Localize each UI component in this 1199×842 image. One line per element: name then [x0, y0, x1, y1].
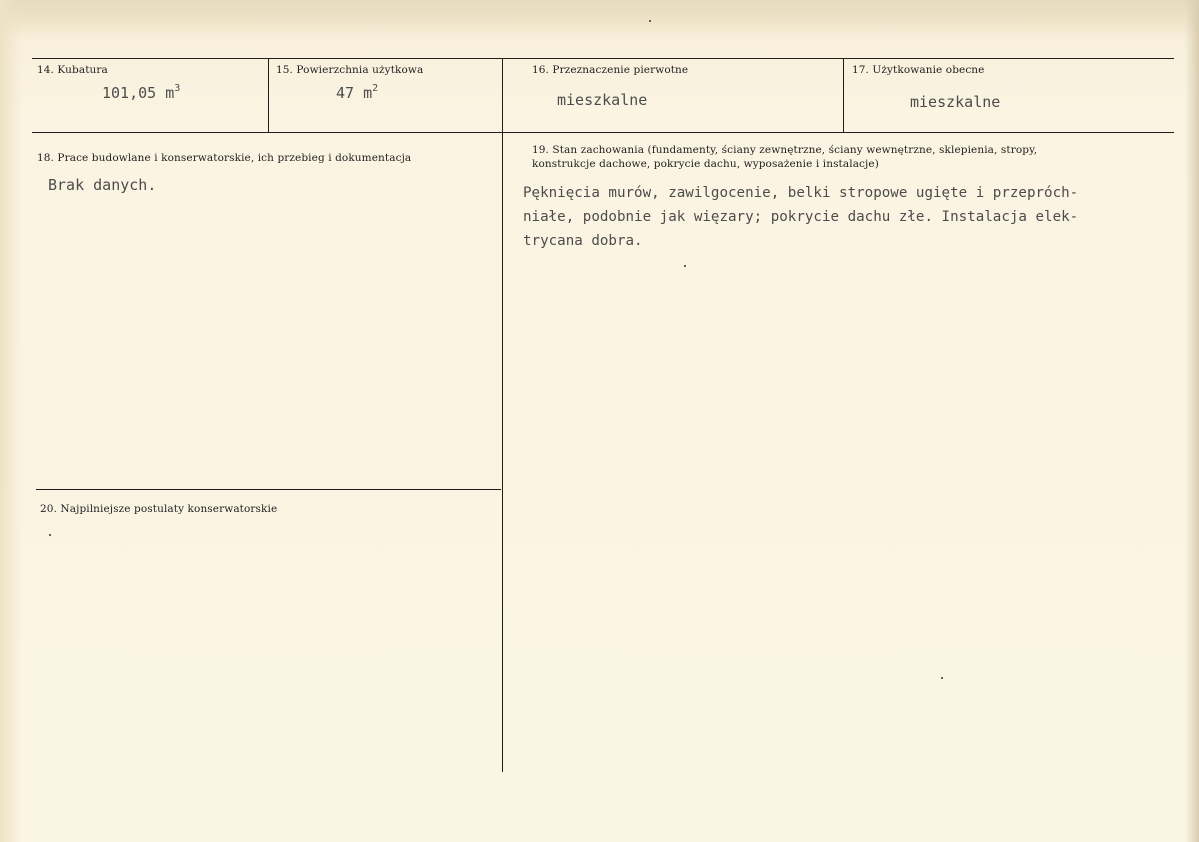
paper-edge-top: [0, 0, 1199, 36]
stan-zachowania-line-2: niałe, podobnie jak więzary; pokrycie dachu złe. Instalacja elek-: [523, 209, 1079, 225]
value-powierzchnia: [336, 84, 378, 102]
value-kubatura: [102, 84, 180, 102]
label-prace-budowlane: 18. Prace budowlane i konserwatorskie, ich przebieg i dokumentacja: [37, 152, 412, 164]
label-powierzchnia: 15. Powierzchnia użytkowa: [276, 64, 424, 76]
label-przeznaczenie: 16. Przeznaczenie pierwotne: [532, 64, 689, 76]
divider-16-17: [843, 58, 844, 132]
rule-mid: [32, 132, 1174, 133]
value-przeznaczenie: mieszkalne: [557, 91, 648, 109]
ink-speck: [684, 265, 686, 267]
divider-14-15: [268, 58, 269, 132]
paper-edge-left: [0, 0, 22, 842]
label-postulaty: 20. Najpilniejsze postulaty konserwatorskie: [40, 503, 278, 515]
label-stan-zachowania-line1: 19. Stan zachowania (fundamenty, ściany zewnętrzne, ściany wewnętrzne, sklepienia, stropy,: [532, 144, 1038, 156]
ink-speck: [649, 20, 651, 22]
value-uzytkowanie: mieszkalne: [910, 93, 1001, 111]
ink-speck: [49, 534, 51, 536]
value-kubatura-exponent: 3: [174, 83, 181, 94]
label-uzytkowanie: 17. Użytkowanie obecne: [852, 64, 985, 76]
value-prace-budowlane: Brak danych.: [48, 176, 157, 194]
paper-edge-right: [1185, 0, 1199, 842]
value-kubatura-text: 101,05 m: [102, 84, 175, 102]
value-powierzchnia-text: 47 m: [336, 84, 373, 102]
rule-left-lower: [36, 489, 501, 490]
stan-zachowania-line-3: trycana dobra.: [523, 233, 643, 249]
label-stan-zachowania-line2: konstrukcje dachowe, pokrycie dachu, wyposażenie i instalacje): [532, 158, 879, 170]
rule-top: [32, 58, 1174, 59]
value-powierzchnia-exponent: 2: [372, 83, 379, 94]
ink-speck: [941, 677, 943, 679]
stan-zachowania-line-1: Pęknięcia murów, zawilgocenie, belki stropowe ugięte i przepróch-: [523, 185, 1079, 201]
divider-center: [502, 58, 503, 772]
label-kubatura: 14. Kubatura: [37, 64, 108, 76]
